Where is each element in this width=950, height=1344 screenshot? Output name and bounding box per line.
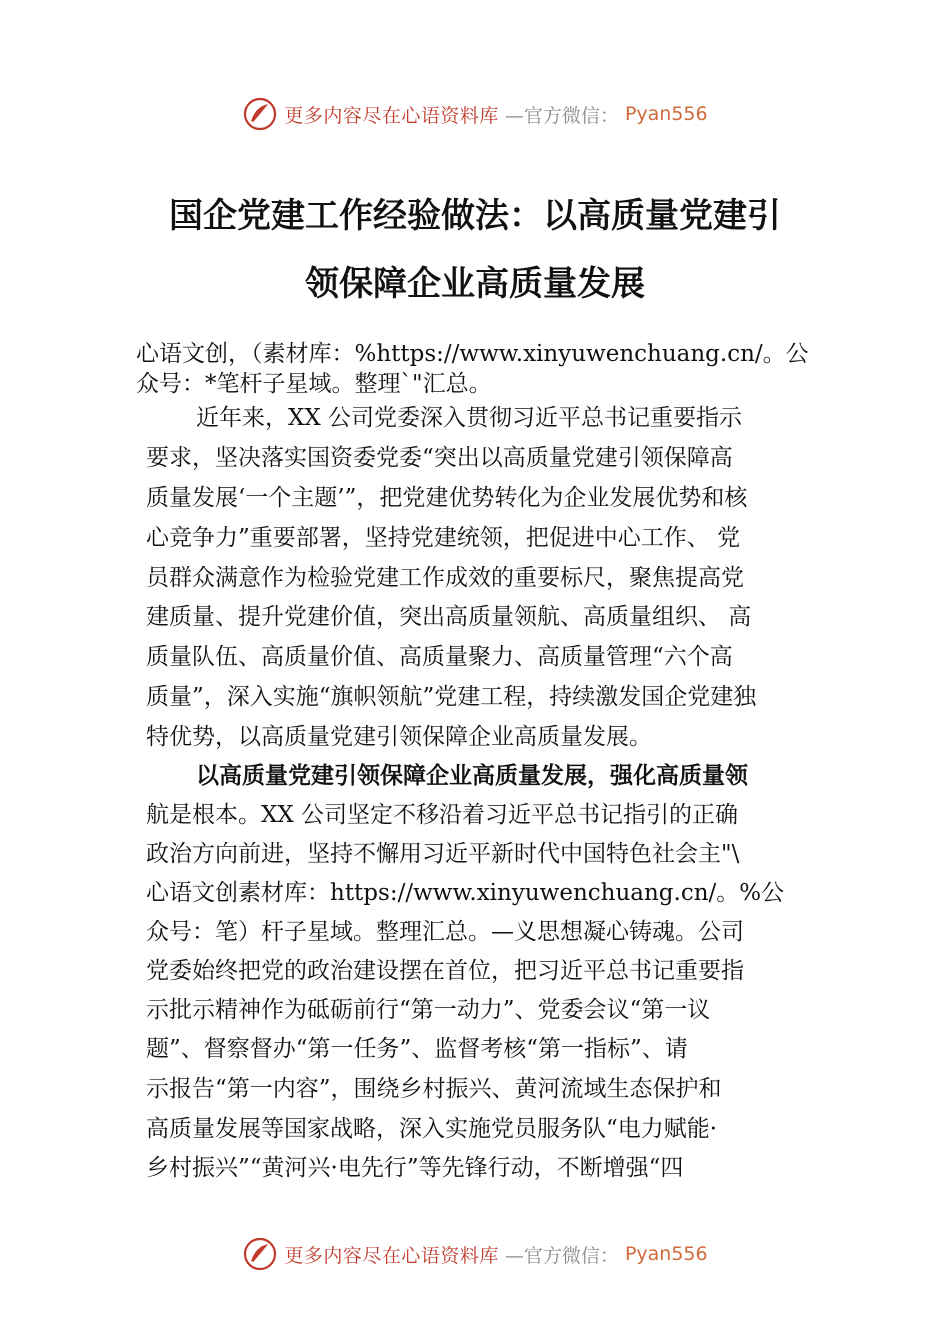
banner-wechat-id: Pyan556 (624, 103, 708, 125)
banner-text: 更多内容尽在心语资料库 (284, 1244, 499, 1267)
paragraph-line: 众号：笔）杆子星域。整理汇总。—义思想凝心铸魂。公司 (146, 919, 744, 945)
banner-text: 更多内容尽在心语资料库 (284, 104, 499, 127)
banner-separator: —官方微信： (504, 104, 619, 127)
paragraph-line: 质量”，深入实施“旗帜领航”党建工程，持续激发国企党建独 (146, 684, 757, 710)
paragraph-line: 示批示精神作为砥砺前行“第一动力”、党委会议“第一议 (146, 997, 711, 1023)
paragraph-line: 高质量发展等国家战略，深入实施党员服务队“电力赋能· (146, 1116, 718, 1142)
paragraph-line: 党委始终把党的政治建设摆在首位，把习近平总书记重要指 (146, 958, 744, 984)
footer-banner (0, 1232, 950, 1276)
document-title-line-1: 国企党建工作经验做法：以高质量党建引 (169, 196, 781, 236)
banner-wechat-id: Pyan556 (624, 1243, 708, 1265)
paragraph-line: 示报告“第一内容”，围绕乡村振兴、黄河流域生态保护和 (146, 1076, 722, 1102)
section-heading: 以高质量党建引领保障企业高质量发展，强化高质量领 (196, 763, 748, 789)
paragraph-line: 题”、督察督办“第一任务”、监督考核“第一指标”、请 (146, 1036, 688, 1062)
paragraph-line: 政治方向前进，坚持不懈用习近平新时代中国特色社会主"\ (146, 841, 740, 867)
source-line: 心语文创，（素材库：%https://www.xinyuwenchuang.cn/。公 (136, 341, 809, 367)
paragraph-line: 要求，坚决落实国资委党委“突出以高质量党建引领保障高 (146, 445, 733, 471)
brand-logo-icon (242, 96, 278, 132)
paragraph-line: 建质量、提升党建价值，突出高质量领航、高质量组织、 高 (146, 604, 752, 630)
paragraph-line: 质量队伍、高质量价值、高质量聚力、高质量管理“六个高 (146, 644, 733, 670)
paragraph-line: 心语文创素材库：https://www.xinyuwenchuang.cn/。%公 (146, 880, 785, 906)
paragraph-line: 质量发展‘一个主题’”，把党建优势转化为企业发展优势和核 (146, 485, 748, 511)
paragraph-line: 航是根本。XX 公司坚定不移沿着习近平总书记指引的正确 (146, 802, 739, 828)
source-line: 众号：*笔杆子星域。整理`"汇总。 (136, 371, 492, 397)
paragraph-line: 特优势，以高质量党建引领保障企业高质量发展。 (146, 724, 652, 750)
paragraph-line: 心竞争力”重要部署，坚持党建统领，把促进中心工作、 党 (146, 525, 741, 551)
paragraph-line: 乡村振兴”“黄河兴·电先行”等先锋行动，不断增强“四 (146, 1155, 684, 1181)
paragraph-line: 近年来，XX 公司党委深入贯彻习近平总书记重要指示 (196, 405, 743, 431)
paragraph-line: 员群众满意作为检验党建工作成效的重要标尺，聚焦提高党 (146, 565, 744, 591)
document-title-line-2: 领保障企业高质量发展 (305, 264, 645, 304)
brand-logo-icon (242, 1236, 278, 1272)
banner-separator: —官方微信： (504, 1244, 619, 1267)
header-banner (0, 92, 950, 136)
